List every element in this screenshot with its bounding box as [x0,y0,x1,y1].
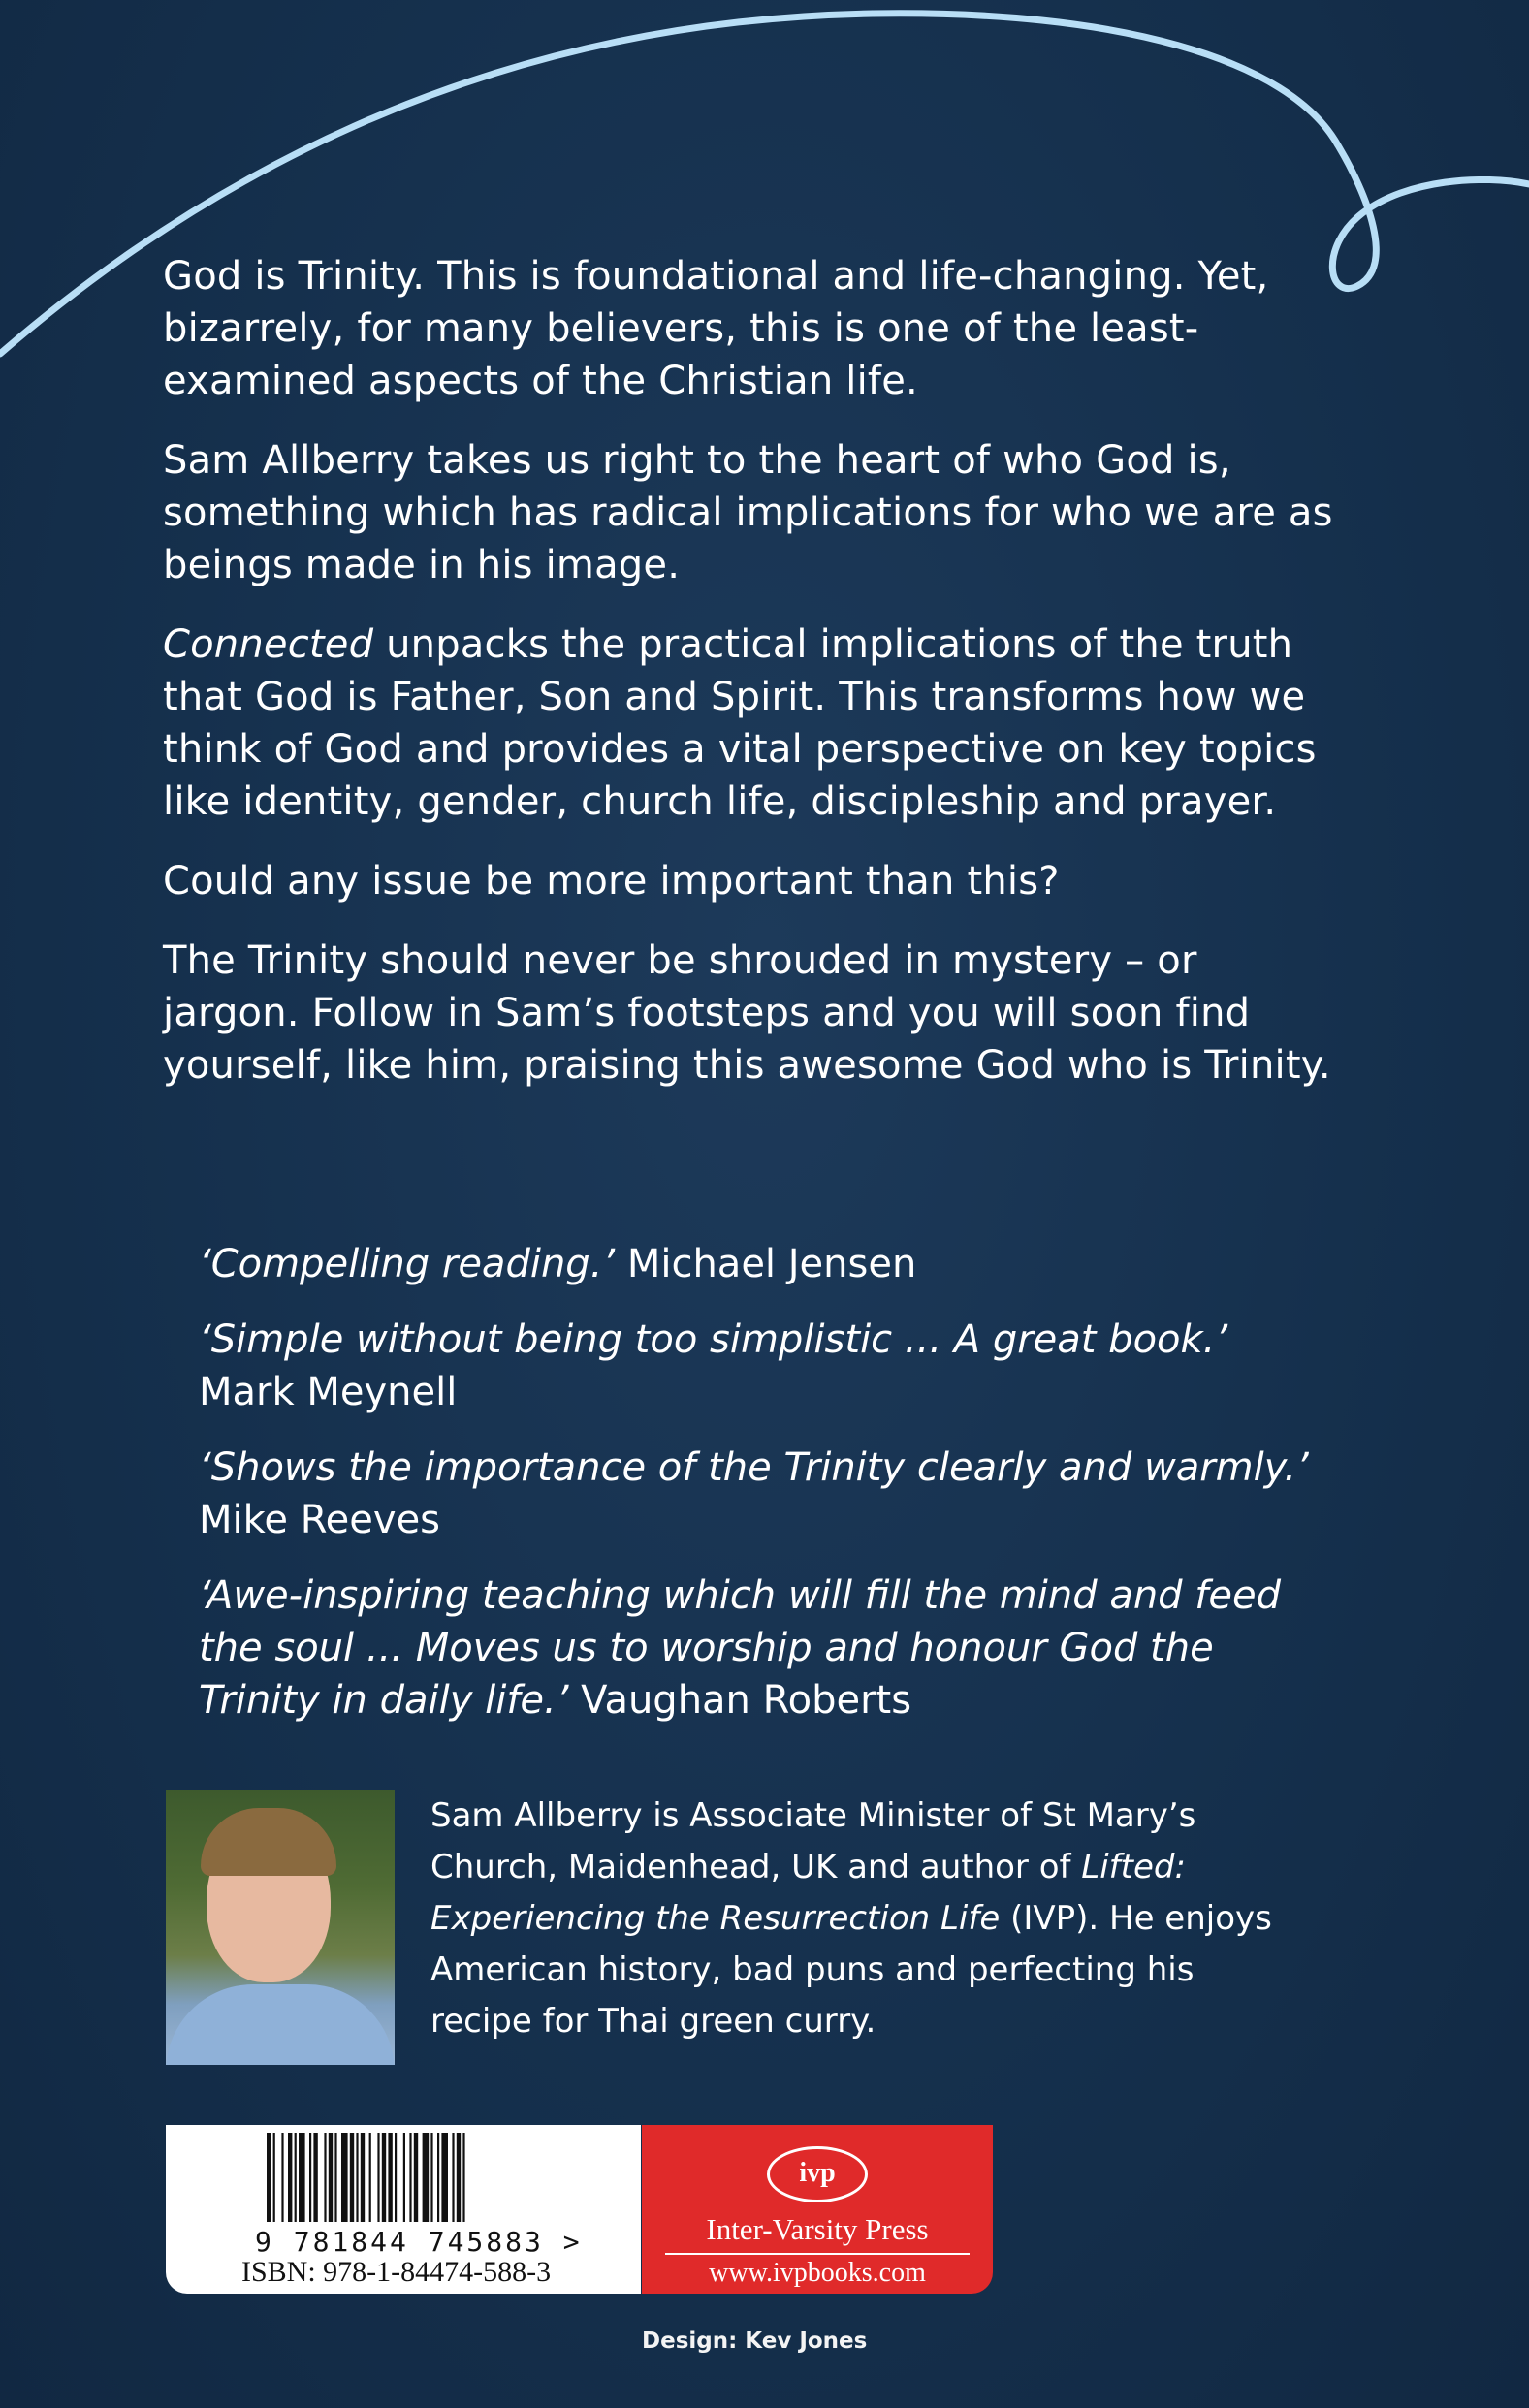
barcode-bar [295,2133,297,2222]
publisher-divider [665,2253,970,2255]
endorsement-1 [199,1238,1323,1290]
bio-part-1: Sam Allberry is Associate Minister of St Mary’s Church, Maidenhead, UK and author of [430,1796,1196,1886]
barcode-bar [457,2133,461,2222]
endorsement-author: Mike Reeves [199,1498,441,1542]
barcode-digits: 9 781844 745883 > [255,2226,583,2258]
barcode-bar [341,2133,348,2222]
book-title: Connected [163,622,374,667]
author-bio-text [430,1790,1303,2047]
endorsement-quote: ‘Shows the importance of the Trinity clearly and warmly.’ [199,1445,1309,1490]
barcode-bar [452,2133,454,2222]
barcode-bar [273,2133,275,2222]
barcode-bar [395,2133,397,2222]
publisher-name: Inter-Varsity Press [706,2212,929,2246]
barcode-bar [409,2133,411,2222]
blurb-paragraph-3-text: unpacks the practical implications of the truth that God is Father, Son and Spirit. This transforms how we think of God and provides a vital perspective on key topics like identity, gender, church life, discipleship and prayer. [163,622,1317,824]
back-cover-blurb [163,250,1336,1119]
barcode [263,2133,621,2226]
endorsement-quote: ‘Compelling reading.’ [199,1242,616,1286]
barcode-bar [350,2133,354,2222]
author-photo-hair [201,1808,336,1876]
endorsement-3 [199,1442,1323,1546]
endorsement-2 [199,1314,1323,1418]
endorsement-author: Vaughan Roberts [568,1678,912,1723]
design-credit: Design: Kev Jones [642,2329,868,2354]
blurb-paragraph-1: God is Trinity. This is foundational and life-changing. Yet, bizarrely, for many believers, this is one of the least-examined aspects of the Christian life. [163,254,1269,403]
publisher-panel [642,2125,993,2294]
barcode-bar [361,2133,365,2222]
barcode-bar [288,2133,292,2222]
barcode-bar [329,2133,333,2222]
author-photo [166,1790,395,2065]
barcode-panel [166,2125,641,2294]
barcode-bar [437,2133,439,2222]
isbn-label: ISBN: 978-1-84474-588-3 [241,2256,552,2288]
blurb-paragraph-5: The Trinity should never be shrouded in mystery – or jargon. Follow in Sam’s footsteps and you will soon find yourself, like him, praising this awesome God who is Trinity. [163,938,1331,1088]
barcode-bar [299,2133,305,2222]
endorsements [199,1238,1323,1750]
barcode-bar [334,2133,336,2222]
barcode-bar [309,2133,311,2222]
barcode-bar [430,2133,432,2222]
barcode-bar [356,2133,358,2222]
barcode-bar [313,2133,317,2222]
endorsement-quote: ‘Simple without being too simplistic ... A great book.’ [199,1317,1228,1362]
barcode-bar [324,2133,326,2222]
barcode-bar [414,2133,418,2222]
blurb-paragraph-4: Could any issue be more important than this? [163,859,1060,903]
bio-part-2: (IVP). He enjoys American history, bad puns and perfecting his recipe for Thai green curry. [430,1899,1272,2041]
barcode-bar [377,2133,379,2222]
blurb-paragraph-3 [163,618,1336,828]
ivp-logo: ivp [767,2146,868,2202]
barcode-bar [462,2133,464,2222]
barcode-bar [281,2133,283,2222]
barcode-bar [423,2133,430,2222]
barcode-bar [388,2133,392,2222]
barcode-bar [369,2133,371,2222]
author-bio [430,1790,1303,2047]
endorsement-author: Mark Meynell [199,1370,458,1414]
bio-book-title: Lifted: Experiencing the Resurrection Life [430,1848,1186,1938]
blurb-paragraph-2: Sam Allberry takes us right to the heart of who God is, something which has radical implications for who we are as beings made in his image. [163,438,1333,587]
author-photo-shirt [166,1984,395,2065]
barcode-bar [441,2133,448,2222]
barcode-bar [403,2133,405,2222]
endorsement-author: Michael Jensen [615,1242,917,1286]
barcode-bar [267,2133,271,2222]
barcode-bar [382,2133,386,2222]
endorsement-quote: ‘Awe-inspiring teaching which will fill the mind and feed the soul ... Moves us to worship and honour God the Trinity in daily life.’ [199,1573,1281,1723]
publisher-url: www.ivpbooks.com [709,2258,926,2288]
endorsement-4 [199,1569,1323,1727]
